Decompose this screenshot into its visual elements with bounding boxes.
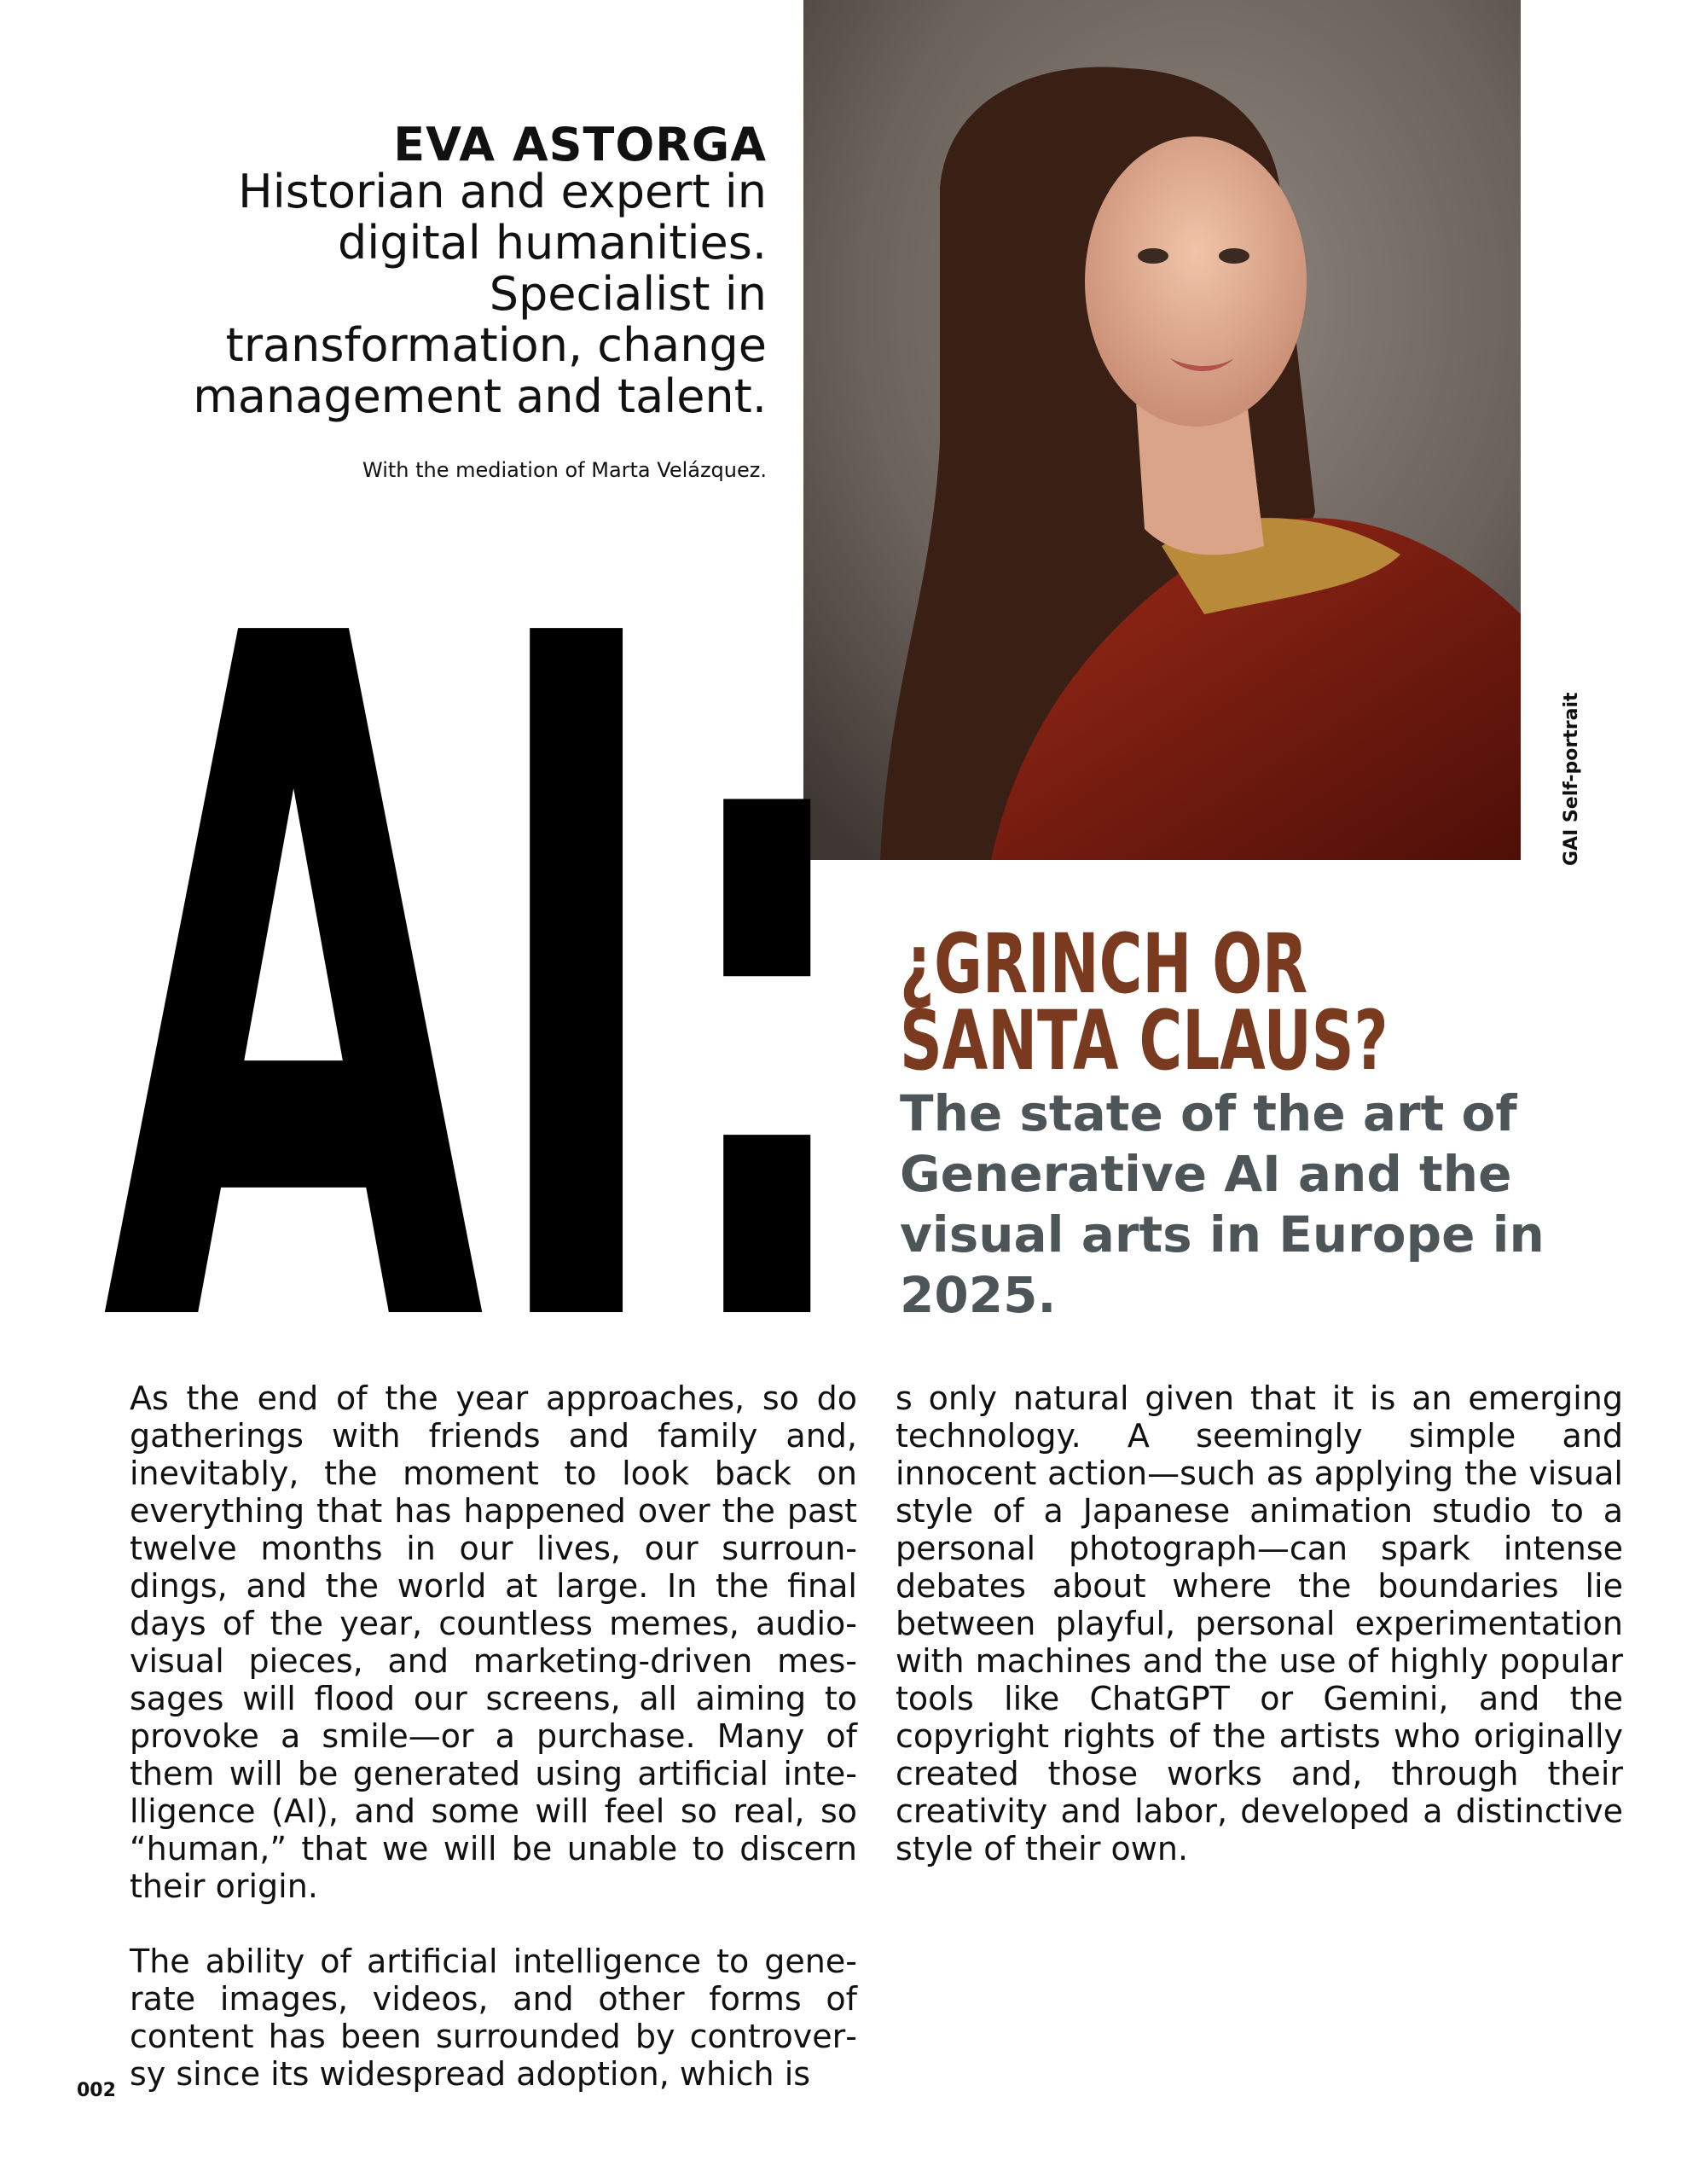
author-name: EVA ASTORGA xyxy=(393,118,767,171)
paragraph: As the end of the year approaches, so do gatherings with friends and family and, inevitably, the moment to look back on everything that has happened over the past twelve months in our lives, our surroundings, and the world at large. In the final days of the year, countless memes, audiovisual pieces, and marketing-driven messages will flood our screens, all aiming to provoke a smile—or a purchase. Many of them will be generated using artificial intelligence (AI), and some will feel so real, so “human,” that we will be unable to discern their origin. xyxy=(130,1380,857,1905)
paragraph: The ability of artificial intelligence to generate images, videos, and other forms of content has been surrounded by controversy since its widespread adoption, which is xyxy=(130,1943,857,2093)
big-ai-text: AI: xyxy=(102,597,867,1314)
headline-line-1: ¿GRINCH OR xyxy=(900,916,1308,1012)
portrait-image xyxy=(803,0,1521,860)
body-column-left xyxy=(130,1380,857,2130)
big-ai-letters xyxy=(102,597,870,1314)
photo-caption: GAI Self-portrait xyxy=(1561,692,1582,866)
paragraph: s only natural given that it is an emerging technology. A seemingly simple and innocent action—such as applying the visual style of a Japanese animation studio to a personal photograph—can spark intense debates about where the boundaries lie between playful, personal experimentation with machines and the use of highly popular tools like ChatGPT or Gemini, and the copyright rights of the artists who originally created those works and, through their creativity and labor, developed a distinctive style of their own. xyxy=(896,1380,1623,1867)
mediation-credit: With the mediation of Marta Velázquez. xyxy=(362,458,767,482)
body-column-right xyxy=(896,1380,1623,1905)
headline xyxy=(900,916,1403,1089)
subtitle: The state of the art of Generative AI and the visual arts in Europe in 2025. xyxy=(900,1084,1545,1324)
headline-line-2: SANTA CLAUS? xyxy=(900,993,1388,1089)
author-bio: Historian and expert in digital humanities. Specialist in transformation, change management and talent. xyxy=(193,165,767,423)
page-number: 002 xyxy=(77,2080,116,2101)
